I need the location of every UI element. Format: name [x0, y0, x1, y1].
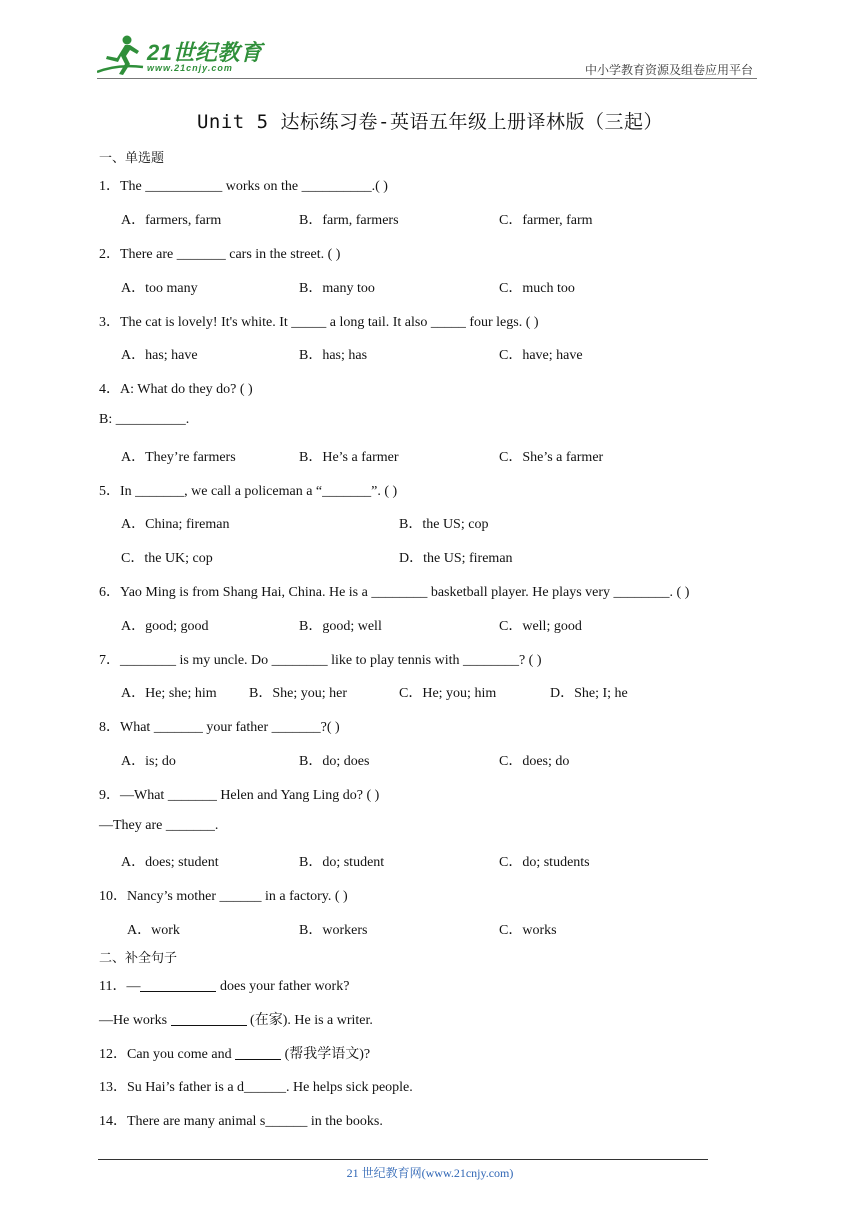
- platform-name: 中小学教育资源及组卷应用平台: [584, 63, 753, 77]
- question-4-option-b: B．He’s a farmer: [299, 450, 399, 465]
- question-13-line: 13．Su Hai’s father is a d______. He helps sick people.: [99, 1080, 413, 1095]
- logo-url: www.21cnjy.com: [147, 63, 233, 73]
- question-10-stem: 10．Nancy’s mother ______ in a factory. ( ): [99, 889, 348, 904]
- question-1-stem: 1．The ___________ works on the __________.( ): [99, 179, 388, 194]
- section-heading-1: 一、单选题: [99, 151, 165, 166]
- question-8-stem: 8．What _______ your father _______?( ): [99, 720, 340, 735]
- question-12-suffix: (帮我学语文)?: [281, 1047, 371, 1062]
- question-11-blank-1[interactable]: [140, 977, 216, 992]
- question-12-line: [99, 1043, 370, 1063]
- question-7-option-a: A．He; she; him: [121, 686, 217, 701]
- question-3-option-b: B．has; has: [299, 348, 368, 363]
- question-2-stem: 2．There are _______ cars in the street. ( ): [99, 247, 341, 262]
- question-7-option-b: B．She; you; her: [249, 686, 347, 701]
- question-11-line-2: [99, 1009, 373, 1029]
- question-8-option-c: C．does; do: [499, 754, 570, 769]
- question-9-stem: 9．—What _______ Helen and Yang Ling do? ( ): [99, 788, 380, 803]
- page-title: Unit 5 达标练习卷-英语五年级上册译林版（三起）: [196, 111, 663, 133]
- question-1-option-b: B．farm, farmers: [299, 213, 399, 228]
- question-10-option-b: B．workers: [299, 923, 368, 938]
- question-4-stem-2: B: __________.: [99, 412, 190, 427]
- footer-link[interactable]: 21 世纪教育网(www.21cnjy.com): [346, 1166, 514, 1180]
- logo-text: 21世纪教育: [147, 40, 263, 65]
- runner-logo-icon: [97, 34, 145, 78]
- question-1-option-c: C．farmer, farm: [499, 213, 593, 228]
- question-6-option-b: B．good; well: [299, 619, 382, 634]
- question-2-option-a: A．too many: [121, 281, 198, 296]
- question-5-option-d: D．the US; fireman: [399, 551, 513, 566]
- question-4-option-c: C．She’s a farmer: [499, 450, 604, 465]
- question-11-line2-prefix: —He works: [99, 1013, 171, 1028]
- question-7-stem: 7．________ is my uncle. Do ________ like to play tennis with ________? ( ): [99, 653, 542, 668]
- question-2-option-b: B．many too: [299, 281, 375, 296]
- question-5-option-c: C．the UK; cop: [121, 551, 213, 566]
- question-6-option-a: A．good; good: [121, 619, 209, 634]
- question-10-option-c: C．works: [499, 923, 557, 938]
- question-14-line: 14．There are many animal s______ in the books.: [99, 1114, 383, 1129]
- question-11-prefix: 11．—: [99, 979, 141, 994]
- question-11-blank-2[interactable]: [171, 1011, 247, 1026]
- question-4-stem: 4．A: What do they do? ( ): [99, 382, 253, 397]
- footer-divider: [98, 1159, 708, 1160]
- question-3-stem: 3．The cat is lovely! It's white. It _____ a long tail. It also _____ four legs. ( ): [99, 315, 539, 330]
- question-11-suffix: does your father work?: [216, 979, 350, 994]
- question-5-option-b: B．the US; cop: [399, 517, 489, 532]
- page-header: [97, 34, 757, 80]
- question-12-blank[interactable]: [235, 1045, 281, 1060]
- question-9-option-b: B．do; student: [299, 855, 385, 870]
- question-3-option-c: C．have; have: [499, 348, 583, 363]
- question-5-stem: 5．In _______, we call a policeman a “_______”. ( ): [99, 484, 398, 499]
- question-11-line-1: [99, 975, 349, 995]
- question-4-option-a: A．They’re farmers: [121, 450, 236, 465]
- section-heading-2: 二、补全句子: [99, 951, 178, 966]
- header-divider: [97, 78, 757, 79]
- question-5-option-a: A．China; fireman: [121, 517, 230, 532]
- question-9-stem-2: —They are _______.: [99, 818, 219, 833]
- question-11-line2-suffix: (在家). He is a writer.: [246, 1013, 373, 1028]
- question-9-option-a: A．does; student: [121, 855, 219, 870]
- logo: [97, 34, 277, 78]
- question-8-option-a: A．is; do: [121, 754, 176, 769]
- question-8-option-b: B．do; does: [299, 754, 370, 769]
- question-7-option-d: D．She; I; he: [550, 686, 628, 701]
- question-6-stem: 6．Yao Ming is from Shang Hai, China. He is a ________ basketball player. He plays very ________. ( ): [99, 585, 690, 600]
- question-7-option-c: C．He; you; him: [399, 686, 497, 701]
- question-2-option-c: C．much too: [499, 281, 575, 296]
- question-1-option-a: A．farmers, farm: [121, 213, 222, 228]
- question-9-option-c: C．do; students: [499, 855, 590, 870]
- question-12-prefix: 12．Can you come and: [99, 1047, 236, 1062]
- question-10-option-a: A．work: [127, 923, 180, 938]
- question-3-option-a: A．has; have: [121, 348, 198, 363]
- question-6-option-c: C．well; good: [499, 619, 582, 634]
